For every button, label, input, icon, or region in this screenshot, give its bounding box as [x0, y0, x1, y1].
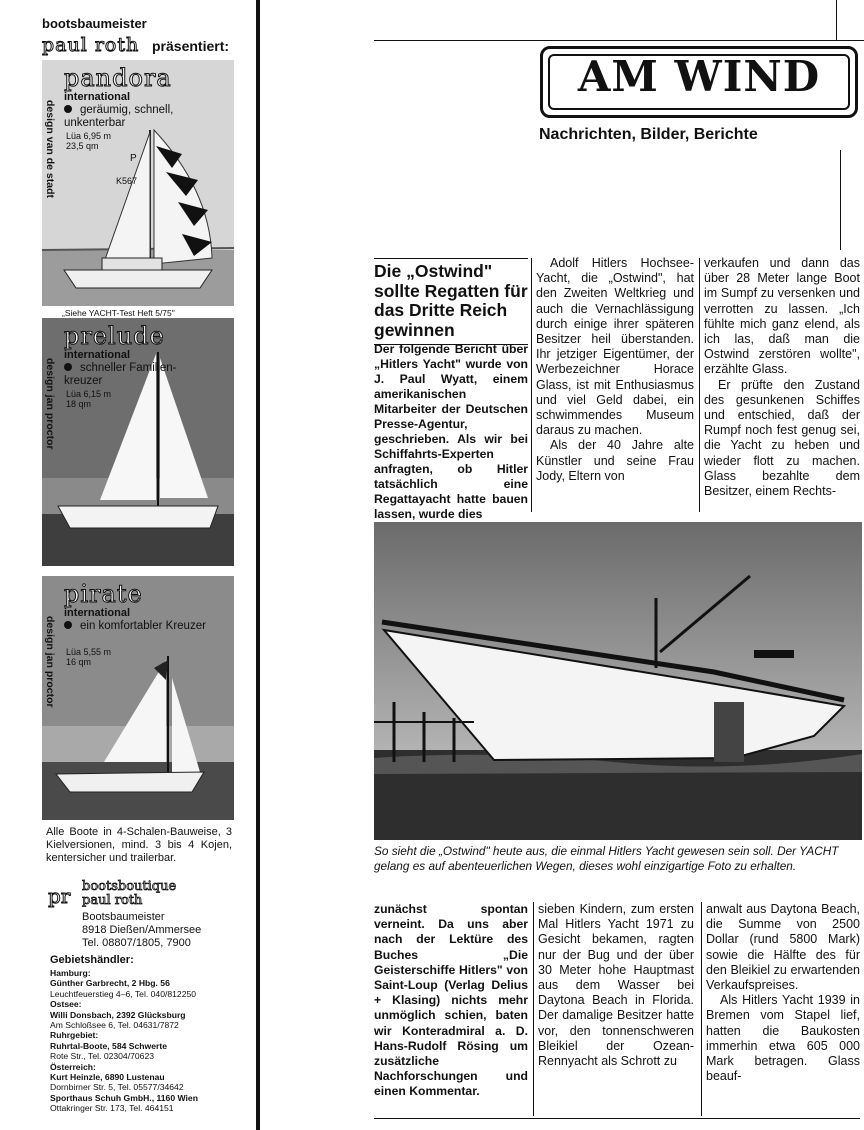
sail-number: K567 — [116, 176, 138, 186]
article-column-6: anwalt aus Daytona Beach, die Summe von 2500 Dollar (rund 5800 Mark) sowie die Hälfte des für den Bleikiel zu erwartenden Verkaufspreises. Als Hitlers Yacht 1939 in Bremen vom Stapel lief, hatten die Baukosten immerhin etwa 605 000 Mark betragen. Glass beauf- — [706, 902, 860, 1084]
dealers-title: Gebietshändler: — [50, 954, 134, 966]
dealer-entry: Österreich: Kurt Heinzle, 6890 Lustenau Dornbirner Str. 5, Tel. 05577/34642 — [50, 1061, 184, 1093]
shop-address: Bootsbaumeister 8918 Dießen/Ammersee Tel. 08807/1805, 7900 — [82, 911, 202, 949]
boat-designer: design van de stadt — [44, 100, 56, 199]
boat-class: international — [64, 91, 131, 103]
page-gutter — [256, 0, 260, 1130]
bullet-icon — [64, 105, 72, 113]
boat-ad-pirate — [42, 576, 234, 820]
article-column-3: verkaufen und dann das über 28 Meter lange Boot im Sumpf zu versenken und verrotten zu lassen. „Ich fühlte mich ganz elend, als ich las, daß man die Ostwind zerstören wollte", erzählte Glass. Er prüfte den Zustand des gesunkenen Schiffes und entschied, daß der Rumpf noch fest genug sei, die Yacht zu heben und wieder flott zu machen. Glass bezahlte dem Besitzer, einem Rechts- — [704, 256, 860, 499]
column-rule — [701, 902, 702, 1116]
ostwind-photo — [374, 522, 862, 840]
boat-class: international — [64, 349, 131, 361]
boat-feature: geräumig, schnell, unkenterbar — [64, 104, 174, 129]
boat-designer: design jan proctor — [44, 358, 56, 450]
footer-rule — [374, 1118, 860, 1119]
column-rule — [699, 258, 700, 512]
section-title-box — [540, 46, 858, 118]
column-rule — [533, 902, 534, 1116]
photo-caption: So sieht die „Ostwind" heute aus, die einmal Hitlers Yacht gewesen sein soll. Der YACHT gelang es auf abenteuerlichen Wegen, dieses wohl einzigartige Foto zu erhalten. — [374, 844, 839, 873]
bullet-icon — [64, 363, 72, 371]
margin-rule — [836, 0, 837, 40]
boat-class: international — [64, 607, 131, 619]
pr-logo: pr — [48, 884, 71, 908]
boat-specs: Lüa 6,15 m 18 qm — [66, 389, 112, 409]
advertisement-column — [0, 0, 256, 1130]
article-column-5: sieben Kindern, zum ersten Mal Hitlers Yacht 1971 zu Gesicht bekamen, ragten nur der Bug und der über 30 Meter hohe Hauptmast aus dem Wasser bei Daytona Beach in Florida. Der damalige Besitzer hatte vor, den tonnenschweren Bleikiel der Ozean-Rennyacht als Schrott zu — [538, 902, 694, 1069]
section-title: AM WIND — [577, 52, 821, 101]
boat-ad-prelude — [42, 318, 234, 566]
column-rule — [531, 258, 532, 512]
article-column-2: Adolf Hitlers Hochsee-Yacht, die „Ostwind", hat den Zweiten Weltkrieg und auch die Vernachlässigung durch einige ihrer späteren Besitzer heil überstanden. Ihr jetziger Eigentümer, der Werbezeichner Horace Glass, ist mit Enthusiasmus und viel Geld dabei, ein schwimmendes Museum daraus zu machen. Als der 40 Jahre alte Künstler und seine Frau Jody, Eltern von — [536, 256, 694, 483]
ad-body-text: Alle Boote in 4-Schalen-Bauweise, 3 Kielversionen, mind. 3 bis 4 Kojen, kentersicher und trailerbar. — [46, 826, 232, 864]
header-rule — [374, 40, 864, 41]
section-subtitle: Nachrichten, Bilder, Berichte — [539, 126, 758, 143]
boat-specs: Lüa 5,55 m 16 qm — [66, 647, 112, 667]
boat-ad-pandora — [42, 60, 234, 306]
shop-name: bootsboutique paul roth — [82, 879, 177, 908]
boat-name: pirate — [64, 580, 143, 608]
boat-specs: Lüa 6,95 m 23,5 qm — [66, 131, 112, 151]
boat-designer: design jan proctor — [44, 616, 56, 708]
boat-name: prelude — [64, 322, 165, 350]
boat-name: pandora — [64, 64, 172, 92]
dealer-entry: Sporthaus Schuh GmbH., 1160 Wien Ottakringer Str. 173, Tel. 464151 — [50, 1092, 198, 1114]
ad-header-logo: paul roth — [42, 34, 140, 56]
sail-mark: P — [130, 153, 137, 164]
ad-header-line2: präsentiert: — [152, 38, 230, 54]
article-lead: Der folgende Bericht über „Hitlers Yacht" wurde von J. Paul Wyatt, einem amerikanischen Mitarbeiter der Deutschen Presse-Agentur, geschrieben. Als wir bei Schiffahrts-Experten anfragten, ob Hitler tatsächlich eine Regattayacht hatte bauen lassen, wurde dies — [374, 342, 528, 521]
dealers-list — [50, 968, 250, 1114]
ad-header-line1: bootsbaumeister — [42, 16, 147, 31]
boat-feature: schneller Familien-kreuzer — [64, 362, 177, 387]
margin-rule — [840, 150, 841, 250]
dealer-entry: Ostsee: Willi Donsbach, 2392 Glücksburg Am Schloßsee 6, Tel. 04631/7872 — [50, 999, 186, 1031]
test-caption: „Siehe YACHT-Test Heft 5/75" — [62, 308, 175, 318]
dealer-entry: Ruhrgebiet: Ruhrtal-Boote, 584 Schwerte Rote Str., Tel. 02304/70623 — [50, 1030, 167, 1062]
boat-feature: ein komfortabler Kreuzer — [64, 620, 214, 633]
bullet-icon — [64, 621, 72, 629]
dealer-entry: Hamburg: Günther Garbrecht, 2 Hbg. 56 Leuchtfeuerstieg 4–6, Tel. 040/812250 — [50, 968, 197, 999]
article-column-4: zunächst spontan verneint. Da uns aber nach der Lektüre des Buches „Die Geisterschiffe Hitlers" von Saint-Loup (Verlag Delius + Klasing) nichts mehr unmöglich schien, baten wir Konteradmiral a. D. Hans-Rudolf Rösing um zusätzliche Nachforschungen und einen Kommentar. — [374, 902, 528, 1099]
article-headline: Die „Ostwind" sollte Regatten für das Dritte Reich gewinnen — [374, 258, 528, 345]
